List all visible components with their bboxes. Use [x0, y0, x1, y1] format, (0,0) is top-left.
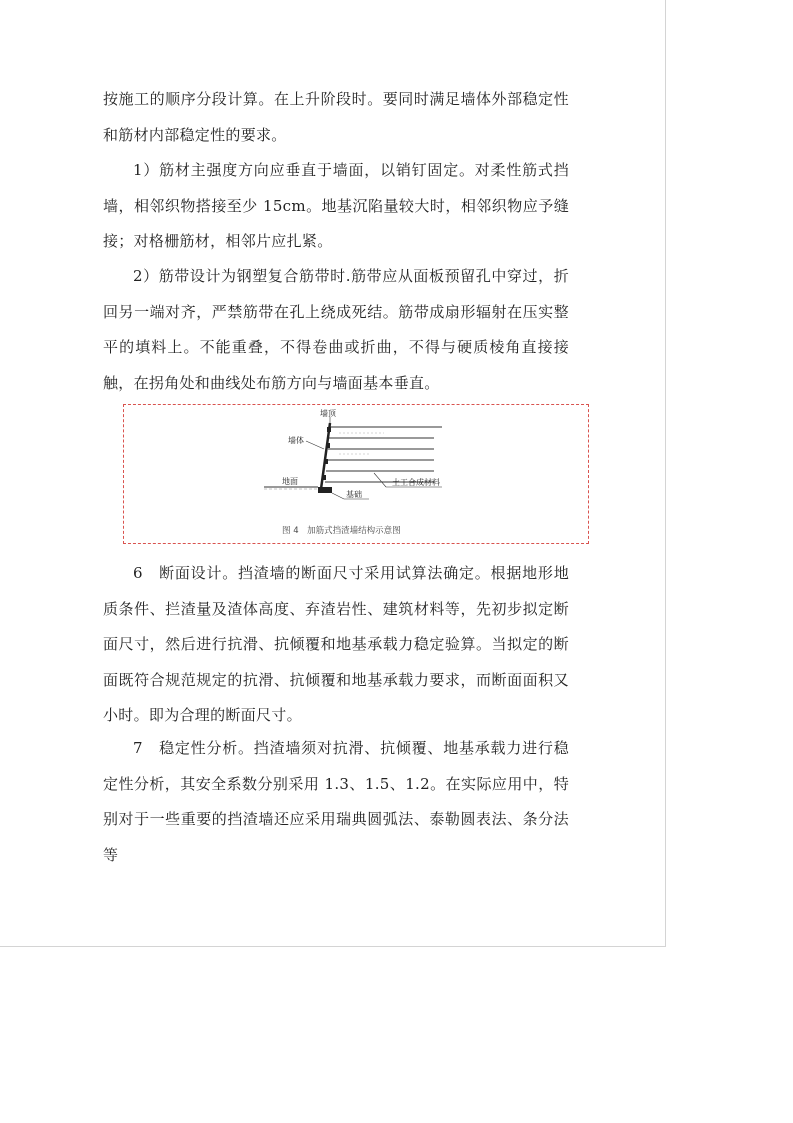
reinforced-wall-diagram [124, 405, 590, 545]
label-foundation: 基础 [346, 490, 362, 499]
label-ground: 地面 [282, 477, 298, 486]
paragraph-5: 7 稳定性分析。挡渣墙须对抗滑、抗倾覆、地基承载力进行稳定性分析，其安全系数分别采用 1.3、1.5、1.2。在实际应用中，特别对于一些重要的挡渣墙还应采用瑞典圆弧法、泰勒圆表法、条分法等 [103, 739, 569, 864]
label-wall: 墙体 [288, 436, 304, 445]
paragraph-4: 6 断面设计。挡渣墙的断面尺寸采用试算法确定。根据地形地质条件、拦渣量及渣体高度、弃渣岩性、建筑材料等，先初步拟定断面尺寸，然后进行抗滑、抗倾覆和地基承载力稳定验算。当拟定的断面既符合规范规定的抗滑、抗倾覆和地基承载力要求，而断面面积又小时。即为合理的断面尺寸。 [103, 564, 569, 724]
foundation-block [318, 487, 332, 493]
reinforcement-strips [325, 427, 442, 482]
paragraph-3: 2）筋带设计为钢塑复合筋带时.筋带应从面板预留孔中穿过，折回另一端对齐，严禁筋带在孔上绕成死结。筋带成扇形辐射在压实整平的填料上。不能重叠，不得卷曲或折曲，不得与硬质棱角直接接触，在拐角处和曲线处布筋方向与墙面基本垂直。 [103, 267, 569, 392]
label-top: 墙顶 [320, 409, 336, 418]
paragraph-1: 按施工的顺序分段计算。在上升阶段时。要同时满足墙体外部稳定性和筋材内部稳定性的要求。 [103, 90, 569, 144]
paragraph-2: 1）筋材主强度方向应垂直于墙面，以销钉固定。对柔性筋式挡墙，相邻织物搭接至少 15cm。地基沉陷量较大时，相邻织物应予缝接；对格栅筋材，相邻片应扎紧。 [103, 161, 569, 250]
figure-frame [123, 404, 589, 544]
label-material: 土工合成材料 [392, 478, 440, 487]
figure-caption: 图 4 加筋式挡渣墙结构示意图 [282, 526, 401, 536]
